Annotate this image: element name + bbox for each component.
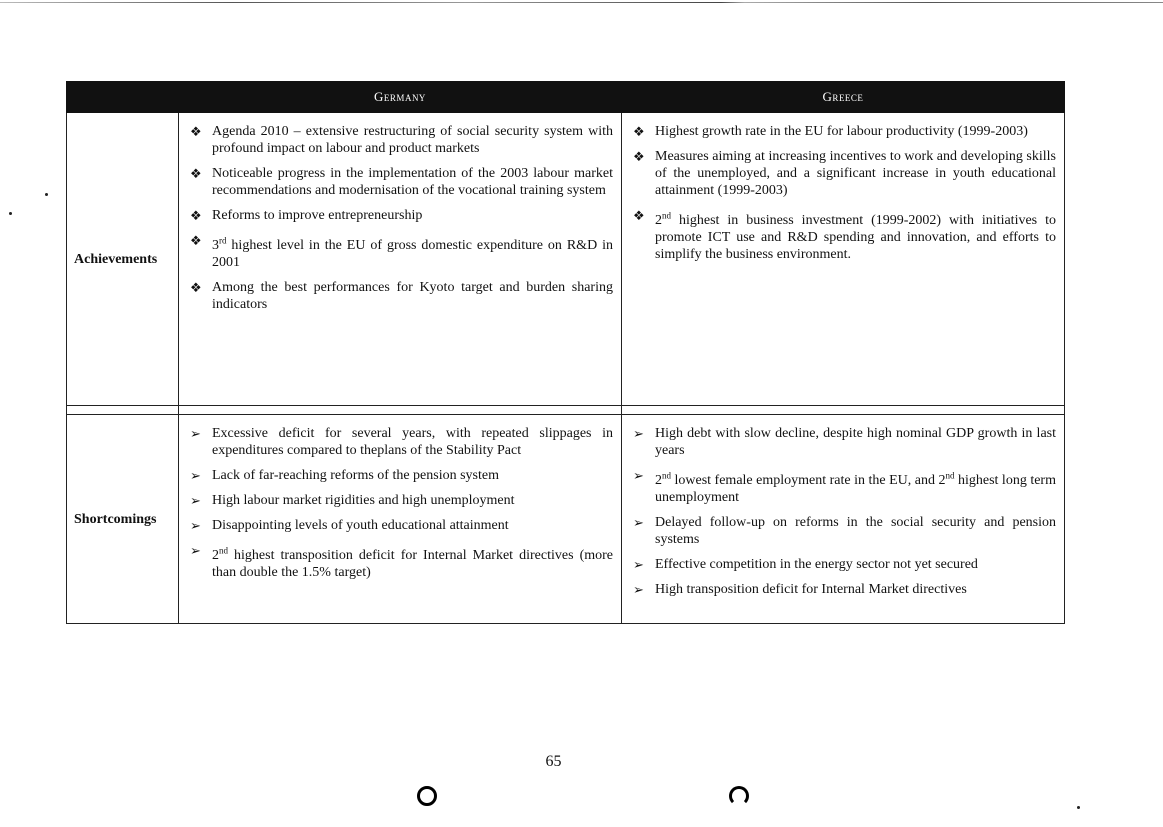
list-item: ➢ High debt with slow decline, despite high nominal GDP growth in last years [633, 426, 1056, 458]
list-item: ➢ Delayed follow-up on reforms in the social security and pension systems [633, 514, 1056, 547]
diamond-bullet-icon: ❖ [633, 149, 645, 164]
scan-speck [9, 212, 12, 215]
diamond-bullet-icon: ❖ [190, 279, 202, 295]
arrow-bullet-icon: ➢ [190, 518, 201, 533]
list-item: ❖ Among the best performances for Kyoto target and burden sharing indicators [190, 279, 613, 312]
list-item: ➢ Lack of far-reaching reforms of the pension system [190, 468, 499, 483]
list-item: ➢ Effective competition in the energy sector not yet secured [633, 556, 978, 572]
header-greece: Greece [622, 82, 1065, 113]
germany-achievements-list [180, 114, 620, 313]
row-label-shortcomings: Shortcomings [67, 415, 179, 624]
list-item: ➢ 2nd highest transposition deficit for Internal Market directives (more than double the 1.5% target) [190, 543, 613, 580]
arrow-bullet-icon: ➢ [633, 556, 644, 572]
page-number: 65 [545, 753, 562, 770]
header-germany: Germany [179, 82, 622, 113]
header-blank [67, 82, 179, 113]
list-item: ❖ Measures aiming at increasing incentives to work and developing skills of the unemployed, and a significant increase in youth educational attainment (1999-2003) [633, 149, 1056, 198]
germany-shortcomings-cell [179, 415, 622, 624]
arrow-bullet-icon: ➢ [633, 514, 644, 530]
row-label-achievements: Achievements [67, 113, 179, 406]
arrow-bullet-icon: ➢ [633, 468, 644, 483]
scan-speck [45, 193, 48, 196]
list-item: ❖ 3rd highest level in the EU of gross domestic expenditure on R&D in 2001 [190, 233, 613, 270]
list-item: ❖ Highest growth rate in the EU for labour productivity (1999-2003) [633, 124, 1028, 139]
arrow-bullet-icon: ➢ [190, 543, 201, 558]
list-item: ➢ Disappointing levels of youth educational attainment [190, 518, 509, 533]
greece-shortcomings-cell [622, 415, 1065, 624]
diamond-bullet-icon: ❖ [190, 233, 202, 248]
germany-shortcomings-list [180, 416, 620, 581]
diamond-bullet-icon: ❖ [633, 124, 645, 139]
shortcomings-row [67, 415, 1065, 624]
diamond-bullet-icon: ❖ [190, 124, 202, 139]
list-item: ➢ High transposition deficit for Internal Market directives [633, 581, 967, 597]
diamond-bullet-icon: ❖ [190, 208, 202, 223]
list-item: ❖ 2nd highest in business investment (1999-2002) with initiatives to promote ICT use and R&D spending and innovation, and efforts to simplify the business environment. [633, 208, 1056, 262]
greece-achievements-list [623, 114, 1063, 263]
greece-shortcomings-list [623, 416, 1063, 598]
achievements-row [67, 113, 1065, 406]
scan-edge-line [0, 2, 1163, 3]
diamond-bullet-icon: ❖ [633, 208, 645, 223]
germany-achievements-cell [179, 113, 622, 406]
header-row [67, 82, 1065, 113]
list-item: ➢ Excessive deficit for several years, with repeated slippages in expenditures compared to theplans of the Stability Pact [190, 426, 613, 458]
list-item: ❖ Noticeable progress in the implementation of the 2003 labour market recommendations and modernisation of the vocational training system [190, 166, 613, 198]
diamond-bullet-icon: ❖ [190, 166, 202, 181]
country-comparison-table [66, 81, 1065, 624]
list-item: ➢ High labour market rigidities and high unemployment [190, 493, 515, 508]
scan-speck [1077, 806, 1080, 809]
arrow-bullet-icon: ➢ [633, 426, 644, 441]
arrow-bullet-icon: ➢ [190, 426, 201, 441]
list-item: ❖ Agenda 2010 – extensive restructuring of social security system with profound impact on labour and product markets [190, 124, 613, 156]
arrow-bullet-icon: ➢ [190, 468, 201, 483]
binder-hole-icon [417, 786, 437, 806]
arrow-bullet-icon: ➢ [190, 493, 201, 508]
binder-hole-icon [729, 786, 749, 806]
list-item: ➢ 2nd lowest female employment rate in the EU, and 2nd highest long term unemployment [633, 468, 1056, 505]
list-item: ❖ Reforms to improve entrepreneurship [190, 208, 423, 223]
greece-achievements-cell [622, 113, 1065, 406]
arrow-bullet-icon: ➢ [633, 581, 644, 597]
row-spacer [67, 406, 1065, 415]
